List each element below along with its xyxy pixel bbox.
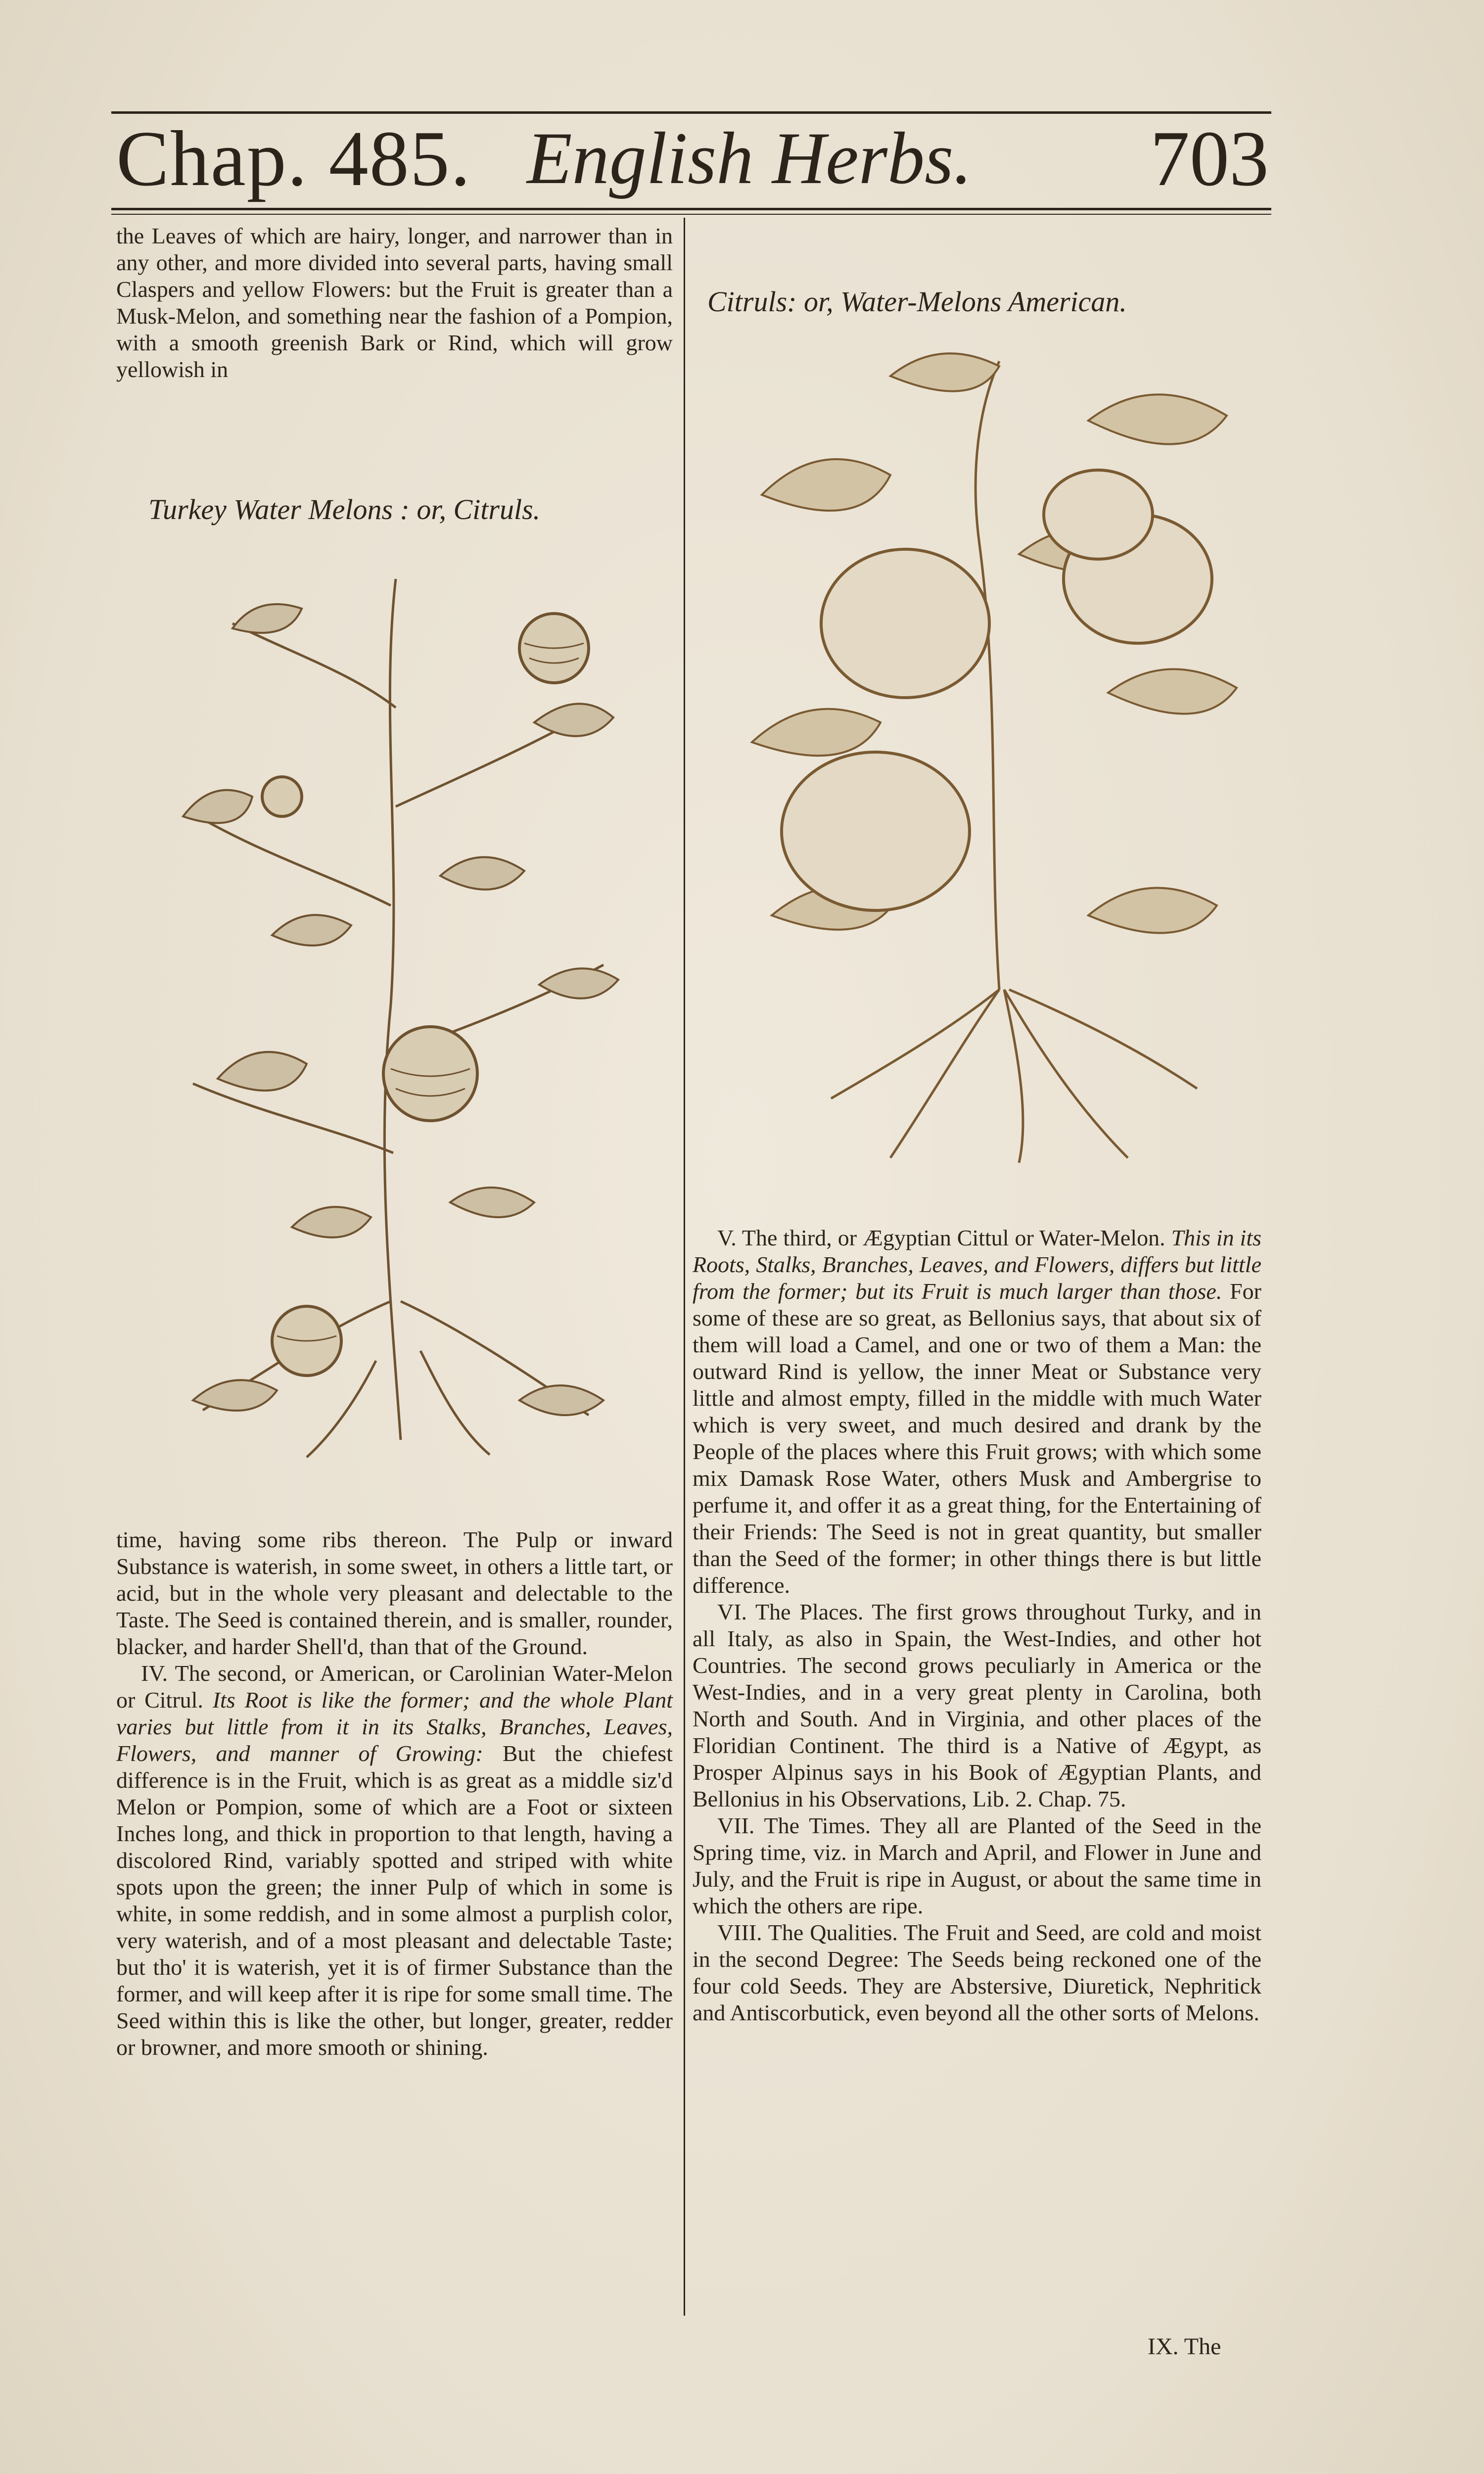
left-top-paragraph — [116, 223, 673, 421]
header-rule-bottom — [111, 208, 1271, 210]
right-paragraph-vi: VI. The Places. The first grows throughout Turky, and in all Italy, as also in Spain, the West-Indies, and other hot Countries. The second grows peculiarly in America or the West-Indies, and in a very great plenty in Carolina, both North and South. And in Virginia, and other places of the Floridian Continent. The third is a Native of Ægypt, as Prosper Alpinus says in his Book of Ægyptian Plants, and Bellonius in his Observations, Lib. 2. Chap. 75. — [693, 1599, 1261, 1811]
left-top-text: the Leaves of which are hairy, longer, and narrower than in any other, and more divided into several parts, having small Claspers and yellow Flowers: but the Fruit is greater than a Musk-Melon, and something near the fashion of a Pompion, with a smooth greenish Bark or Rind, which will grow yellowish in — [116, 223, 673, 382]
right-figure-caption: Citruls: or, Water-Melons American. — [707, 285, 1127, 318]
para-v-lead: V. The third, or Ægyptian Cittul or Water-Melon. — [717, 1225, 1165, 1250]
right-paragraph-viii: VIII. The Qualities. The Fruit and Seed, are cold and moist in the second Degree: The Seeds being reckoned one of the four cold Seeds. They are Abstersive, Diuretick, Nephritick and Antiscorbutick, even beyond all the other sorts of Melons. — [693, 1920, 1261, 2025]
right-body-text — [693, 1225, 1261, 2323]
running-header — [116, 111, 1269, 205]
catchword: IX. The — [1148, 2333, 1221, 2360]
turkey-watermelon-woodcut — [143, 559, 643, 1460]
left-figure-caption: Turkey Water Melons : or, Citruls. — [148, 493, 541, 525]
para-iv-lead: IV. The second, or American, or Carolinian Water-Melon or Citrul. — [116, 1661, 673, 1713]
header-rule-top — [111, 111, 1271, 114]
chapter-label: Chap. 485. — [116, 114, 471, 202]
left-continued-paragraph: time, having some ribs thereon. The Pulp or inward Substance is waterish, in some sweet, in others a little tart, or acid, but in the whole very pleasant and delectable to the Taste. The Seed is contained therein, and is smaller, rounder, blacker, and harder Shell'd, than that of the Ground. — [116, 1527, 673, 1659]
left-paragraph-iv — [116, 1660, 673, 2061]
para-v-italic: This in its Roots, Stalks, Branches, Leaves, and Flowers, differs but little from the former; but its Fruit is much larger than those. — [693, 1225, 1261, 1304]
para-v-rest: For some of these are so great, as Bellonius says, that about six of them will load a Camel, and one or two of them a Man: the outward Rind is yellow, the inner Meat or Substance very little and almost empty, filled in the middle with much Water which is very sweet, and much desired and drank by the People of the places where this Fruit grows; with which some mix Damask Rose Water, others Musk and Ambergrise to perfume it, and offer it as a great thing, for the Entertaining of their Friends: The Seed is not in great quantity, but smaller than the Seed of the former; in other things there is but little difference. — [693, 1279, 1261, 1598]
header-rule-thin — [111, 214, 1271, 215]
page-number: 703 — [1150, 114, 1269, 202]
para-iv-rest: But the chiefest difference is in the Fruit, which is as great as a middle siz'd Melon or Pompion, some of which are a Foot or sixteen Inches long, and thick in proportion to that length, having a discolored Rind, variably spotted and striped with white spots upon the green; the inner Pulp of which in some is white, in some reddish, and in some almost a purplish color, very waterish, and of a most pleasant and delectable Taste; but tho' it is waterish, yet it is of firmer Substance than the former, and will keep after it is ripe for some small time. The Seed within this is like the other, but longer, greater, redder or browner, and more smooth or shining. — [116, 1741, 673, 2060]
right-paragraph-v — [693, 1225, 1261, 1599]
right-paragraph-vii: VII. The Times. They all are Planted of the Seed in the Spring time, viz. in March and April, and Flower in June and July, and the Fruit is ripe in August, or about the same time in which the others are ripe. — [693, 1813, 1261, 1918]
left-body-text — [116, 1526, 673, 2308]
running-title: English Herbs. — [527, 117, 972, 199]
american-watermelon-woodcut — [742, 346, 1256, 1168]
para-iv-italic: Its Root is like the former; and the whole Plant varies but little from it in its Stalks, Branches, Leaves, Flowers, and manner of Growing: — [116, 1687, 673, 1766]
column-divider — [684, 218, 685, 2316]
